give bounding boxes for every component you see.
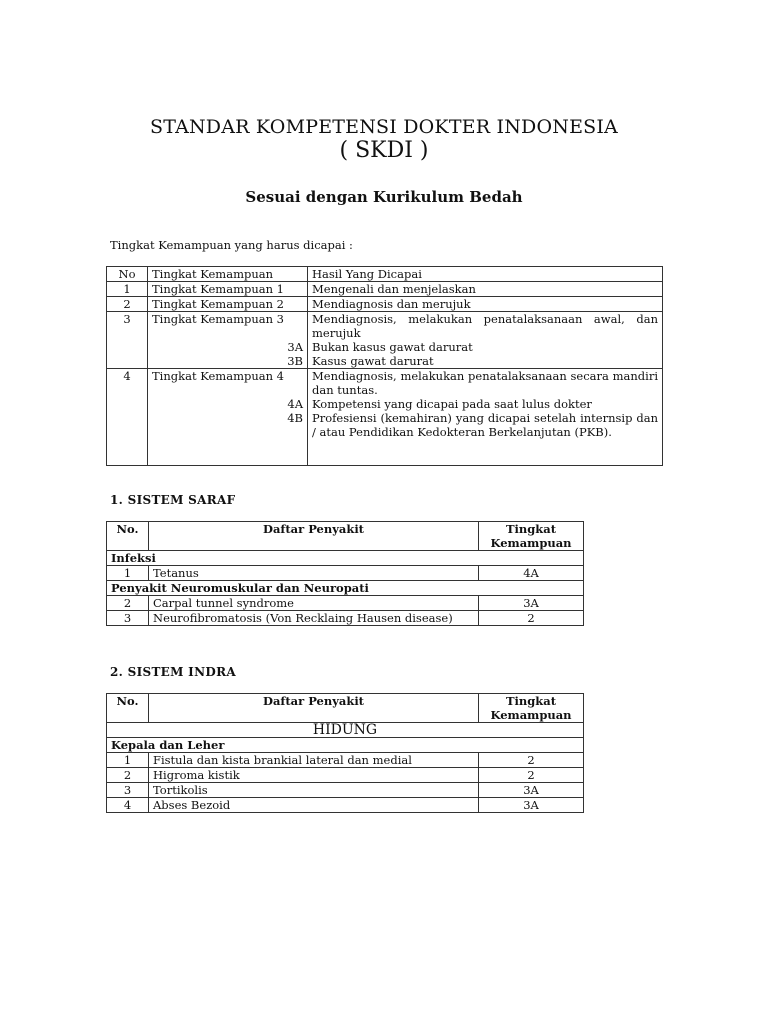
sub-code: 4B xyxy=(287,411,303,425)
section-heading-saraf: 1. SISTEM SARAF xyxy=(110,493,236,507)
sub-code: 3A xyxy=(287,340,303,354)
header-disease: Daftar Penyakit xyxy=(149,694,479,723)
row-result: Mendiagnosis, melakukan penatalaksanaan awal, dan merujuk xyxy=(312,312,658,340)
table-row xyxy=(107,783,584,798)
row-no: 1 xyxy=(107,282,148,297)
sub-code: 3B xyxy=(287,354,303,368)
row-level: Tingkat Kemampuan 4 xyxy=(152,369,284,383)
row-no: 3 xyxy=(107,611,149,626)
row-level: 4A xyxy=(479,566,584,581)
table-row xyxy=(107,596,584,611)
header-result: Hasil Yang Dicapai xyxy=(308,267,663,282)
sub-text: Bukan kasus gawat darurat xyxy=(312,340,473,354)
table-row xyxy=(107,611,584,626)
row-result: Mendiagnosis, melakukan penatalaksanaan secara mandiri dan tuntas. xyxy=(312,369,658,397)
table-header-row xyxy=(107,522,584,551)
table-row xyxy=(107,768,584,783)
row-disease: Neurofibromatosis (Von Recklaing Hausen disease) xyxy=(149,611,479,626)
row-level: 2 xyxy=(479,611,584,626)
table-row xyxy=(107,312,663,369)
competency-levels-table xyxy=(106,266,663,466)
header-level: Tingkat Kemampuan xyxy=(148,267,308,282)
intro-text: Tingkat Kemampuan yang harus dicapai : xyxy=(110,238,353,252)
category-row xyxy=(107,551,584,566)
saraf-disease-table xyxy=(106,521,584,626)
row-level: 3A xyxy=(479,783,584,798)
category-row xyxy=(107,581,584,596)
row-result: Mengenali dan menjelaskan xyxy=(308,282,663,297)
sub-text: Profesiensi (kemahiran) yang dicapai setelah internsip dan / atau Pendidikan Kedokteran Berkelanjutan (PKB). xyxy=(312,411,658,439)
row-no: 2 xyxy=(107,297,148,312)
table-header-row xyxy=(107,267,663,282)
table-row xyxy=(107,753,584,768)
row-level: 2 xyxy=(479,753,584,768)
category-label: Infeksi xyxy=(107,551,584,566)
row-level: 2 xyxy=(479,768,584,783)
table-row xyxy=(107,369,663,466)
row-no: 3 xyxy=(107,783,149,798)
row-level: 3A xyxy=(479,596,584,611)
row-level: Tingkat Kemampuan 3 xyxy=(152,312,284,326)
row-no: 3 xyxy=(107,312,148,369)
indra-disease-table xyxy=(106,693,584,813)
row-disease: Higroma kistik xyxy=(149,768,479,783)
table-header-row xyxy=(107,694,584,723)
row-no: 2 xyxy=(107,768,149,783)
document-abbr: ( SKDI ) xyxy=(339,138,429,163)
row-no: 2 xyxy=(107,596,149,611)
group-row xyxy=(107,723,584,738)
row-no: 4 xyxy=(107,369,148,466)
sub-text: Kasus gawat darurat xyxy=(312,354,434,368)
table-row xyxy=(107,282,663,297)
table-row xyxy=(107,798,584,813)
table-row xyxy=(107,297,663,312)
document-subtitle: Sesuai dengan Kurikulum Bedah xyxy=(245,188,523,206)
header-no: No. xyxy=(107,694,149,723)
row-level-cell xyxy=(148,369,308,466)
row-result: Mendiagnosis dan merujuk xyxy=(308,297,663,312)
row-level-cell xyxy=(148,312,308,369)
row-level: 3A xyxy=(479,798,584,813)
header-level: Tingkat Kemampuan xyxy=(479,522,584,551)
category-row xyxy=(107,738,584,753)
row-result-cell xyxy=(308,312,663,369)
sub-code: 4A xyxy=(287,397,303,411)
row-disease: Tortikolis xyxy=(149,783,479,798)
row-disease: Abses Bezoid xyxy=(149,798,479,813)
row-disease: Fistula dan kista brankial lateral dan medial xyxy=(149,753,479,768)
row-disease: Tetanus xyxy=(149,566,479,581)
table-row xyxy=(107,566,584,581)
category-label: Kepala dan Leher xyxy=(107,738,584,753)
row-no: 1 xyxy=(107,753,149,768)
header-level: Tingkat Kemampuan xyxy=(479,694,584,723)
group-label: HIDUNG xyxy=(107,723,584,738)
row-disease: Carpal tunnel syndrome xyxy=(149,596,479,611)
row-level: Tingkat Kemampuan 2 xyxy=(148,297,308,312)
header-no: No. xyxy=(107,522,149,551)
section-heading-indra: 2. SISTEM INDRA xyxy=(110,665,236,679)
document-title: STANDAR KOMPETENSI DOKTER INDONESIA xyxy=(150,116,618,138)
header-disease: Daftar Penyakit xyxy=(149,522,479,551)
row-no: 1 xyxy=(107,566,149,581)
sub-text: Kompetensi yang dicapai pada saat lulus dokter xyxy=(312,397,592,411)
header-no: No xyxy=(107,267,148,282)
row-level: Tingkat Kemampuan 1 xyxy=(148,282,308,297)
category-label: Penyakit Neuromuskular dan Neuropati xyxy=(107,581,584,596)
row-result-cell xyxy=(308,369,663,466)
row-no: 4 xyxy=(107,798,149,813)
